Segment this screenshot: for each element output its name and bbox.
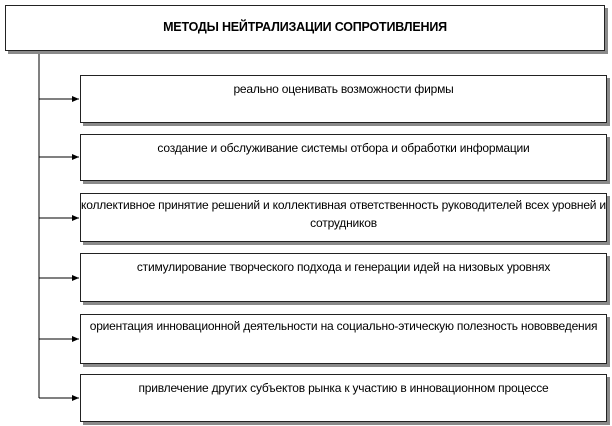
method-text: ориентация инновационной деятельности на социально-этическую полезность нововведения (89, 319, 598, 333)
method-text: реально оценивать возможности фирмы (233, 82, 454, 96)
method-box-6 (80, 374, 607, 422)
method-box-1 (80, 75, 607, 123)
diagram-title: МЕТОДЫ НЕЙТРАЛИЗАЦИИ СОПРОТИВЛЕНИЯ (163, 20, 447, 34)
method-text: стимулирование творческого подхода и генерации идей на низовых уровнях (136, 260, 551, 274)
method-text: коллективное принятие решений и коллективная ответственность руководителей всех уровней и сотрудников (81, 198, 606, 230)
method-text: создание и обслуживание системы отбора и обработки информации (157, 141, 530, 155)
method-text: привлечение других субъектов рынка к участию в инновационном процессе (138, 381, 549, 395)
diagram-title-box (5, 5, 605, 51)
method-box-5 (80, 314, 607, 364)
method-box-3 (80, 193, 607, 242)
method-box-2 (80, 134, 607, 181)
method-box-4 (80, 253, 607, 302)
